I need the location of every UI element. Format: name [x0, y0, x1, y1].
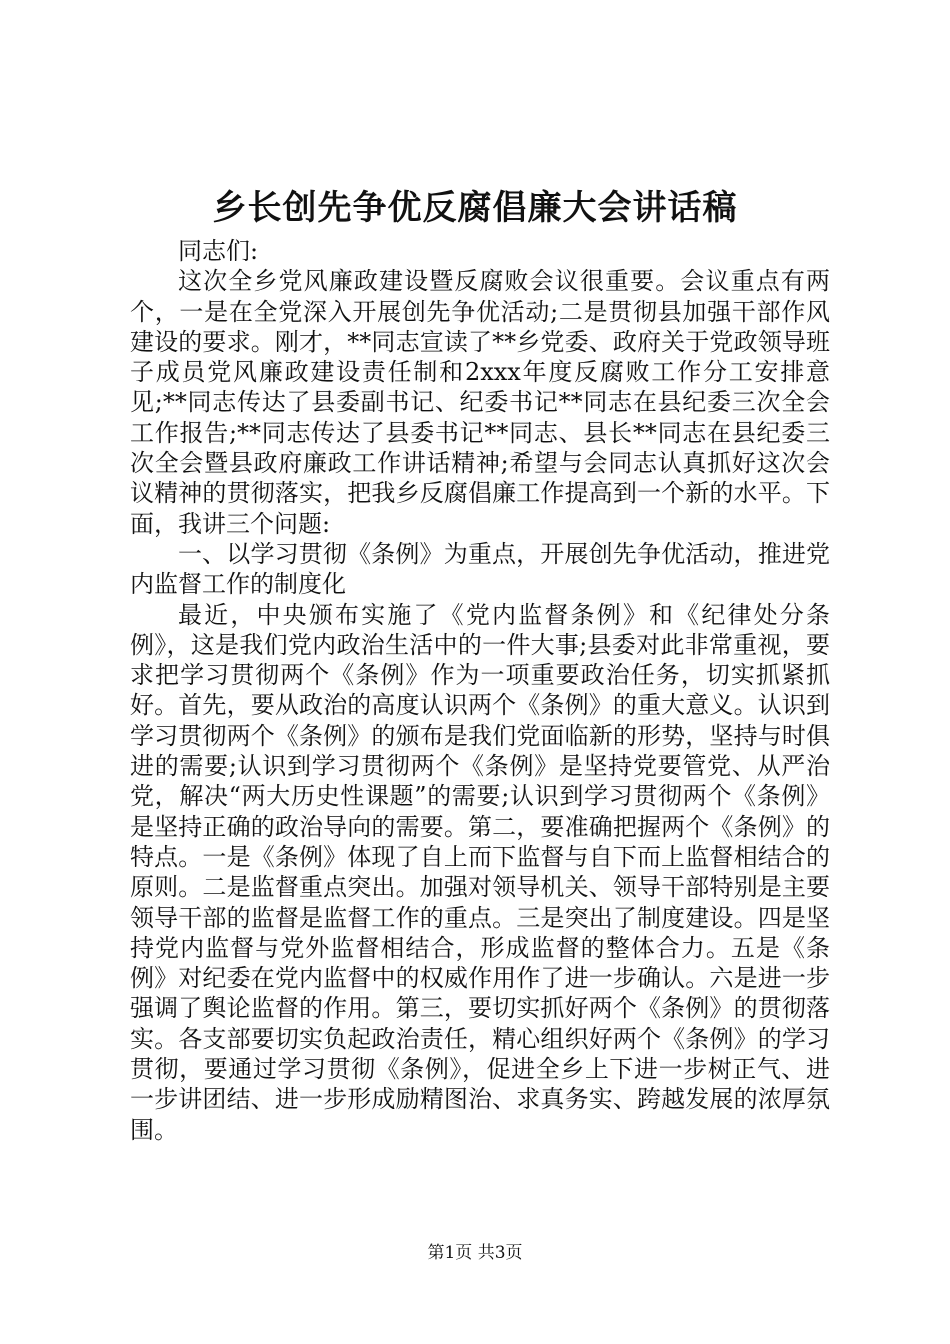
page-title: 乡长创先争优反腐倡廉大会讲话稿 [212, 188, 738, 228]
paragraph-section-1: 最近，中央颁布实施了《党内监督条例》和《纪律处分条例》，这是我们党内政治生活中的一件大事;县委对此非常重视，要求把学习贯彻两个《条例》作为一项重要政治任务，切实抓紧抓好。首先，要从政治的高度认识两个《条例》的重大意义。认识到学习贯彻两个《条例》的颁布是我们党面临新的形势，坚持与时俱进的需要;认识到学习贯彻两个《条例》是坚持党要管党、从严治党，解决“两大历史性课题”的需要;认识到学习贯彻两个《条例》是坚持正确的政治导向的需要。第二，要准确把握两个《条例》的特点。一是《条例》体现了自上而下监督与自下而上监督相结合的原则。二是监督重点突出。加强对领导机关、领导干部特别是主要领导干部的监督是监督工作的重点。三是突出了制度建设。四是坚持党内监督与党外监督相结合，形成监督的整体合力。五是《条例》对纪委在党内监督中的权威作用作了进一步确认。六是进一步强调了舆论监督的作用。第三，要切实抓好两个《条例》的贯彻落实。各支部要切实负起政治责任，精心组织好两个《条例》的学习贯彻，要通过学习贯彻《条例》，促进全乡上下进一步树正气、进一步讲团结、进一步形成励精图治、求真务实、跨越发展的浓厚氛围。 [130, 600, 830, 1144]
paragraph-intro: 这次全乡党风廉政建设暨反腐败会议很重要。会议重点有两个，一是在全党深入开展创先争优活动;二是贯彻县加强干部作风建设的要求。刚才，**同志宣读了**乡党委、政府关于党政领导班子成员党风廉政建设责任制和2xxx年度反腐败工作分工安排意见;**同志传达了县委副书记、纪委书记**同志在县纪委三次全会工作报告;**同志传达了县委书记**同志、县长**同志在县纪委三次全会暨县政府廉政工作讲话精神;希望与会同志认真抓好这次会议精神的贯彻落实，把我乡反腐倡廉工作提高到一个新的水平。下面，我讲三个问题: [130, 267, 830, 538]
salutation: 同志们: [178, 237, 259, 265]
section-heading-1: 一、以学习贯彻《条例》为重点，开展创先争优活动，推进党内监督工作的制度化 [130, 539, 830, 599]
page-footer: 第1页 共3页 [427, 1243, 523, 1263]
document-body [130, 236, 830, 1145]
